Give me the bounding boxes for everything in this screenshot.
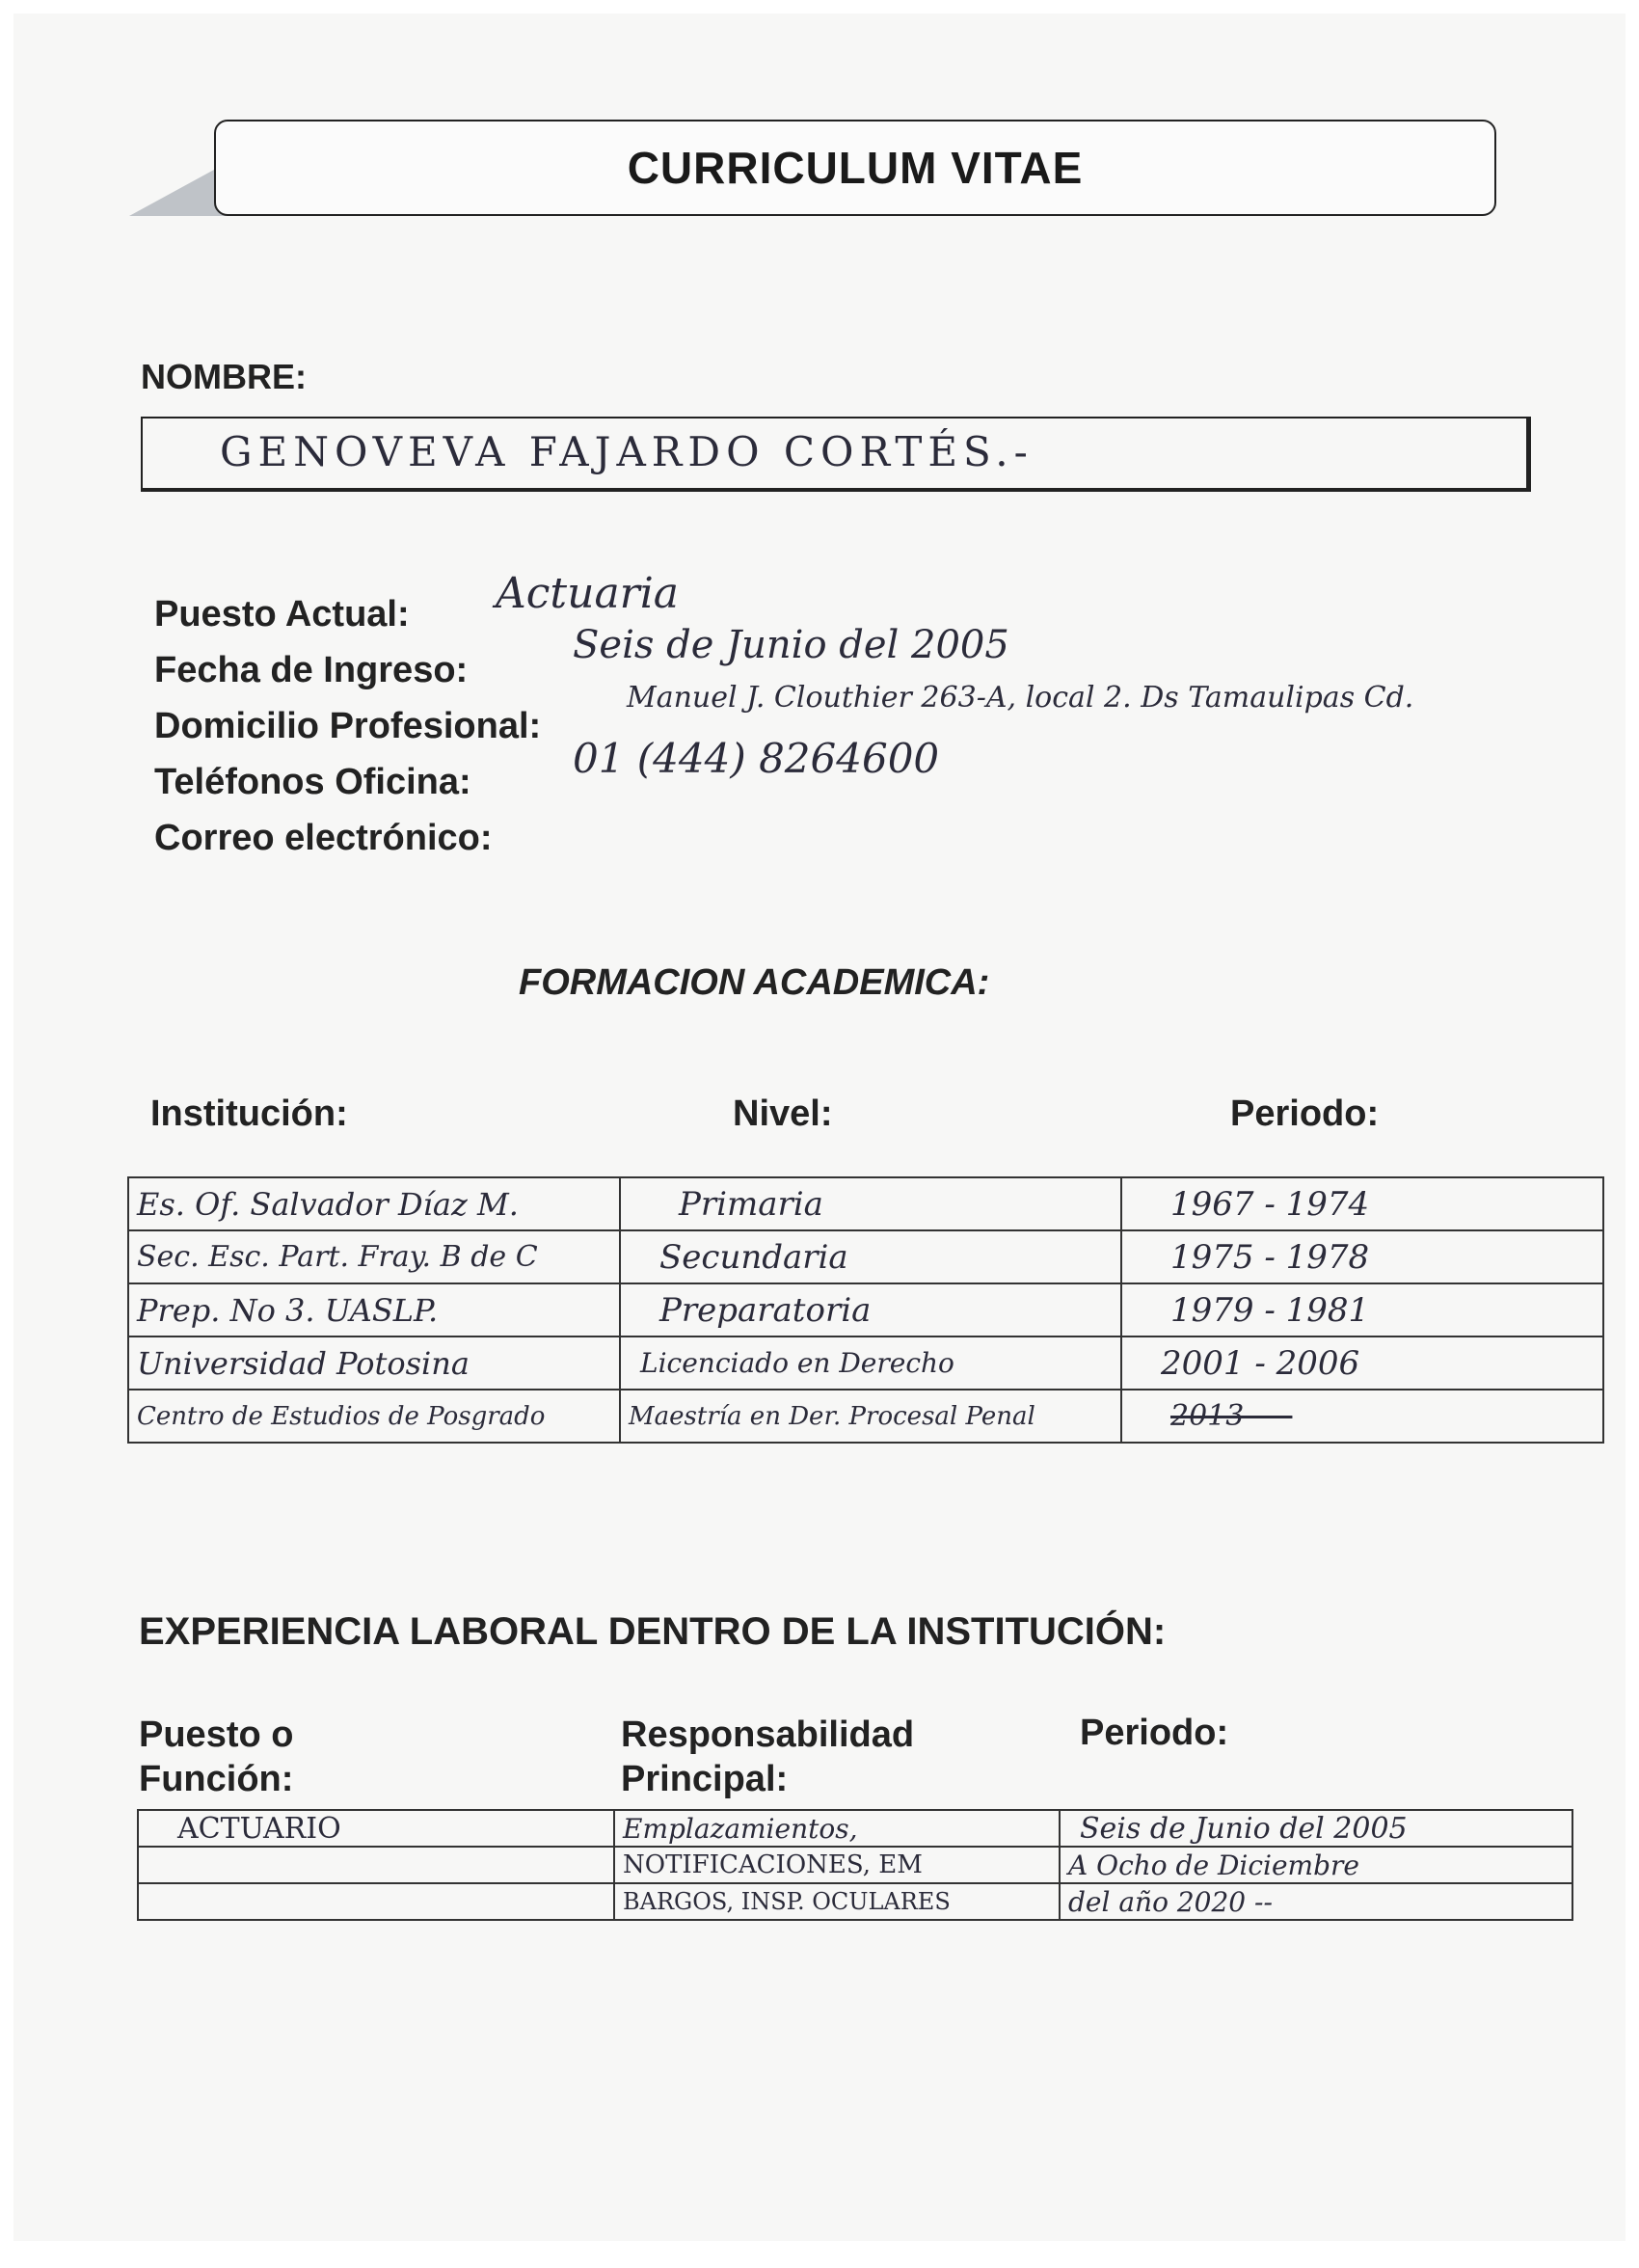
periodo-cell: 1967 - 1974 [1121,1177,1603,1230]
table-row [128,1230,1603,1283]
periodo-cell: 2013 ---- [1121,1390,1603,1443]
periodo-cell: Seis de Junio del 2005 [1060,1810,1572,1847]
institucion-cell: Centro de Estudios de Posgrado [128,1390,620,1443]
periodo-cell: 1979 - 1981 [1121,1283,1603,1336]
responsabilidad-cell: BARGOS, INSP. OCULARES [614,1883,1060,1920]
puesto-cell: ACTUARIO [138,1810,614,1847]
nivel-cell: Secundaria [620,1230,1121,1283]
nivel-cell: Maestría en Der. Procesal Penal [620,1390,1121,1443]
domicilio-label: Domicilio Profesional: [154,706,542,746]
document-title: CURRICULUM VITAE [627,143,1084,193]
nivel-header: Nivel: [733,1094,833,1134]
institucion-cell: Prep. No 3. UASLP. [128,1283,620,1336]
table-row [128,1283,1603,1336]
experiencia-section-title: EXPERIENCIA LABORAL DENTRO DE LA INSTITUCIÓN: [139,1610,1167,1653]
responsabilidad-cell: Emplazamientos, [614,1810,1060,1847]
fecha-ingreso-label: Fecha de Ingreso: [154,650,469,690]
table-row [138,1883,1572,1920]
correo-label: Correo electrónico: [154,818,493,858]
periodo-exp-header: Periodo: [1080,1713,1229,1753]
puesto-actual-label: Puesto Actual: [154,594,410,634]
nivel-cell: Primaria [620,1177,1121,1230]
puesto-cell [138,1883,614,1920]
table-row [128,1336,1603,1390]
table-row [138,1847,1572,1883]
telefonos-value: 01 (444) 8264600 [573,735,940,782]
institucion-cell: Es. Of. Salvador Díaz M. [128,1177,620,1230]
institucion-cell: Sec. Esc. Part. Fray. B de C [128,1230,620,1283]
domicilio-value: Manuel J. Clouthier 263-A, local 2. Ds Tamaulipas Cd. [627,681,1414,715]
title-box [214,120,1496,216]
nombre-label: NOMBRE: [141,357,307,396]
table-row [128,1390,1603,1443]
experiencia-table [137,1809,1573,1921]
periodo-cell: 1975 - 1978 [1121,1230,1603,1283]
table-row [128,1177,1603,1230]
formacion-table [127,1176,1604,1444]
fecha-ingreso-value: Seis de Junio del 2005 [573,623,1009,667]
periodo-cell: A Ocho de Diciembre [1060,1847,1572,1883]
telefonos-label: Teléfonos Oficina: [154,762,471,802]
document-page [13,14,1626,2241]
nivel-cell: Licenciado en Derecho [620,1336,1121,1390]
puesto-cell [138,1847,614,1883]
nombre-field [141,417,1531,492]
puesto-funcion-header: Puesto o Función: [139,1714,294,1799]
responsabilidad-header: Responsabilidad Principal: [621,1714,915,1799]
puesto-actual-value: Actuaria [496,569,680,618]
institucion-header: Institución: [150,1094,348,1134]
table-row [138,1810,1572,1847]
nombre-value: GENOVEVA FAJARDO CORTÉS.- [220,428,1034,475]
periodo-header: Periodo: [1230,1094,1380,1134]
periodo-cell: del año 2020 -- [1060,1883,1572,1920]
formacion-section-title: FORMACION ACADEMICA: [519,962,990,1003]
nivel-cell: Preparatoria [620,1283,1121,1336]
institucion-cell: Universidad Potosina [128,1336,620,1390]
periodo-cell: 2001 - 2006 [1121,1336,1603,1390]
responsabilidad-cell: NOTIFICACIONES, EM [614,1847,1060,1883]
